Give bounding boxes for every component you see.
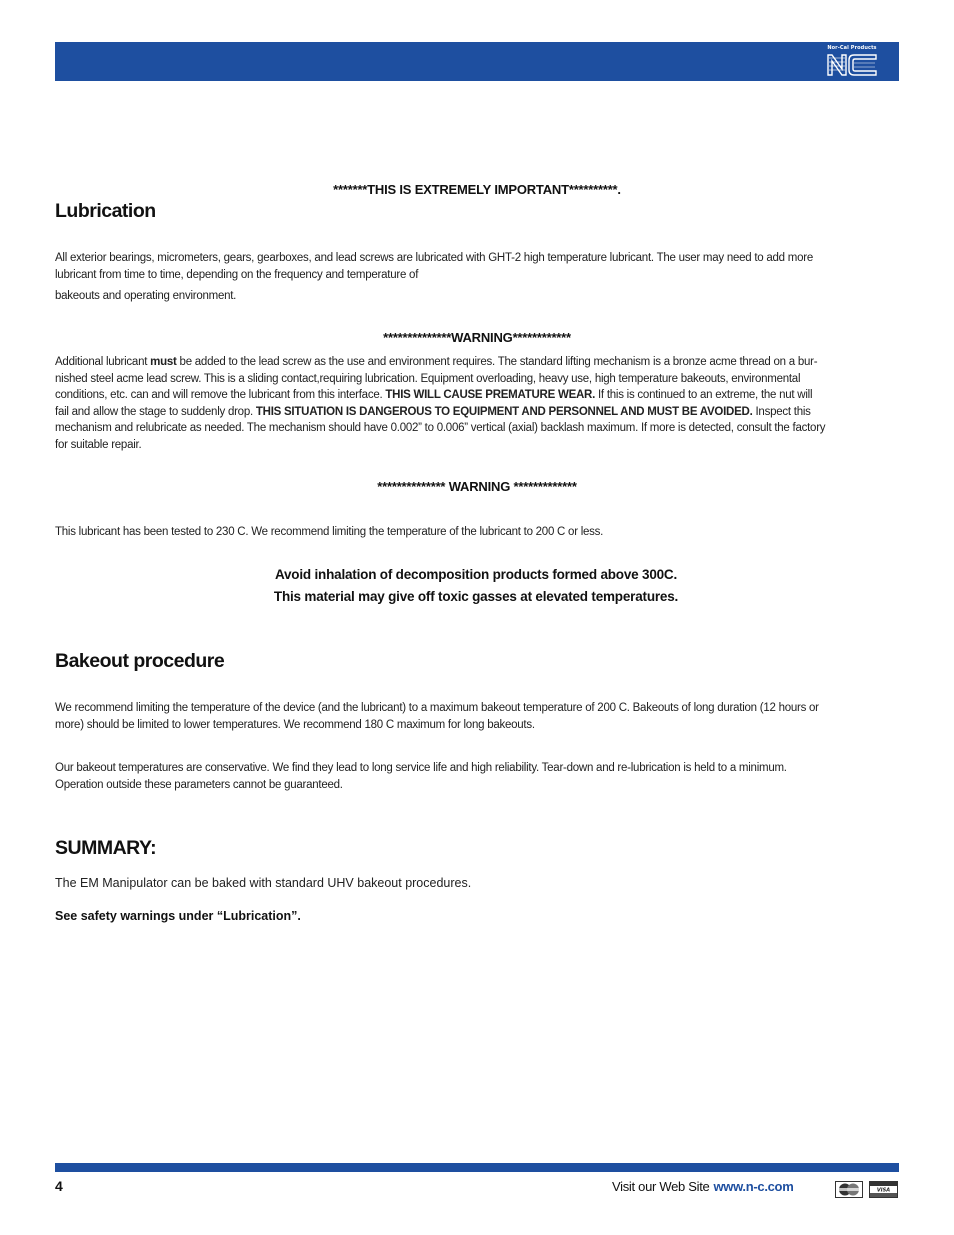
warning-paragraph: Additional lubricant must be added to the lead screw as the use and environment requires. The standard lifting mechanism is a bronze acme thread on a bur- nished steel acme lead screw. This is a sliding contact,requiring lubrication. Equipment overloading, heavy use, high temperature bakeouts, environmental conditions, etc. can and will remove the lubricant from this interface. THIS WILL CAUSE PREMATURE WEAR. If this is continued to an extreme, the nut will fail and allow the stage to suddenly drop. THIS SITUATION IS DANGEROUS TO EQUIPMENT AND PERSONNEL AND MUST BE AVOIDED. Inspect this mechanism and relubricate as needed. The mechanism should have 0.002” to 0.006” vertical (axial) backlash maximum. If more is detected, consult the factory for suitable repair. (55, 356, 826, 451)
summary-note: See safety warnings under “Lubrication”. (55, 909, 301, 923)
warning-heading-2: ************** WARNING ************* (377, 479, 577, 494)
bakeout-paragraph-2: Our bakeout temperatures are conservative. We find they lead to long service life and high reliability. Tear-down and re-lubrication is held to a minimum. Operation outside these parameters cannot be guaranteed. (55, 762, 787, 791)
mastercard-icon (835, 1181, 863, 1198)
logo-caption: Nor-Cal Products (827, 45, 877, 51)
bakeout-heading: Bakeout procedure (55, 650, 225, 672)
danger-emphasis: THIS SITUATION IS DANGEROUS TO EQUIPMENT AND PERSONNEL AND MUST BE AVOIDED. (255, 405, 753, 418)
summary-heading: SUMMARY: (55, 837, 157, 859)
premature-wear-emphasis: THIS WILL CAUSE PREMATURE WEAR. (385, 389, 596, 401)
bakeout-paragraph-1: We recommend limiting the temperature of the device (and the lubricant) to a maximum bakeout temperature of 200 C. Bakeouts of long duration (12 hours or more) should be limited to lower temperatures. We recommend 180 C maximum for long bakeouts. (55, 702, 819, 731)
lubrication-paragraph-2: bakeouts and operating environment. (55, 290, 237, 302)
visa-icon (869, 1181, 898, 1198)
header-bar (55, 42, 899, 81)
visa-label: VISA (876, 1187, 891, 1194)
summary-text: The EM Manipulator can be baked with standard UHV bakeout procedures. (55, 876, 472, 890)
nc-logo-icon (826, 53, 878, 77)
website-link[interactable]: www.n-c.com (713, 1179, 794, 1194)
visit-website (612, 1179, 793, 1194)
warning-heading-1: **************WARNING************ (383, 330, 571, 345)
important-notice: *******THIS IS EXTREMELY IMPORTANT**********. (333, 182, 621, 197)
nor-cal-logo (825, 45, 879, 79)
footer-bar (55, 1163, 899, 1172)
caution-line-2: This material may give off toxic gasses at elevated temperatures. (273, 589, 679, 604)
temperature-paragraph: This lubricant has been tested to 230 C. We recommend limiting the temperature of the lubricant to 200 C or less. (55, 526, 604, 538)
lubrication-paragraph-1: All exterior bearings, micrometers, gears, gearboxes, and lead screws are lubricated with GHT-2 high temperature lubricant. The user may need to add more lubricant from time to time, depending on the frequency and temperature of (55, 252, 813, 281)
visit-label: Visit our Web Site (612, 1179, 710, 1194)
must-emphasis: must (150, 356, 177, 368)
caution-line-1: Avoid inhalation of decomposition products formed above 300C. (274, 567, 678, 582)
lubrication-heading: Lubrication (55, 200, 156, 222)
page-number: 4 (55, 1178, 63, 1194)
